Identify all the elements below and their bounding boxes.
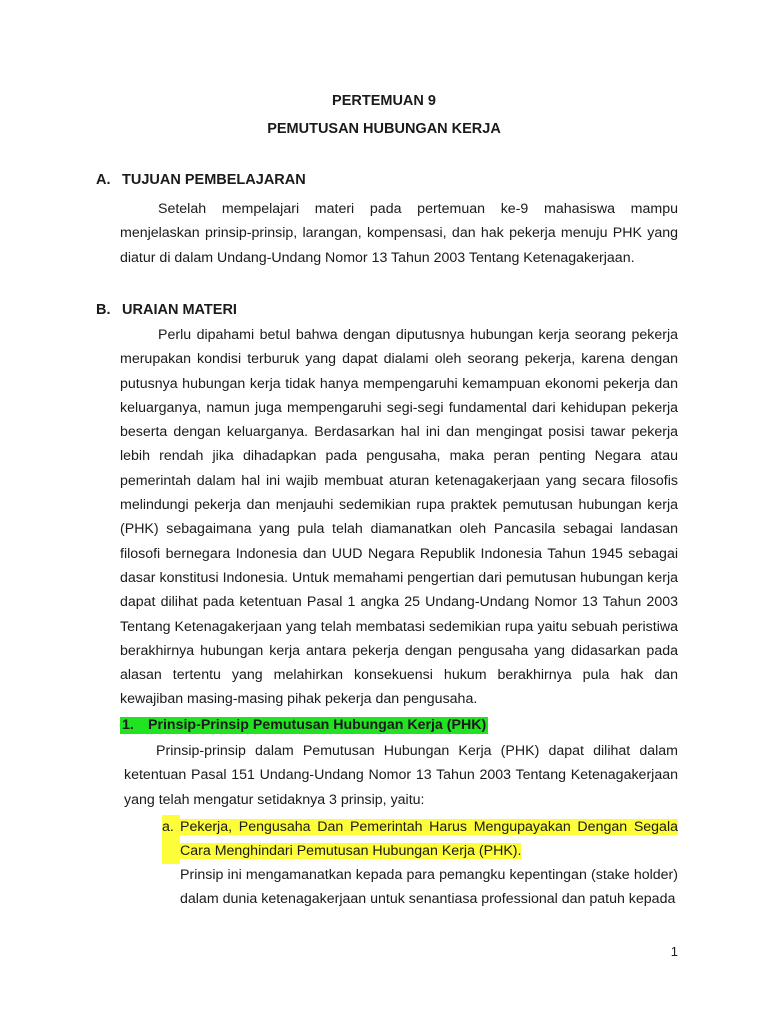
document-title-line2: PEMUTUSAN HUBUNGAN KERJA: [267, 121, 501, 137]
section-b-body: Perlu dipahami betul bahwa dengan diputusnya hubungan kerja seorang pekerja merupakan kondisi terburuk yang dapat dialami oleh seorang pekerja, karena dengan putusnya hubungan kerja tidak hanya mempengaruhi kemampuan ekonomi pekerja dan keluarganya, namun juga mempengaruhi segi-segi fundamental dari kehidupan pekerja beserta dengan keluarganya. Berdasarkan hal ini dan mengingat posisi tawar pekerja lebih rendah jika dihadapkan pada pengusaha, maka peran penting Negara atau pemerintah dalam hal ini wajib membuat aturan ketenagakerjaan yang secara filosofis melindungi pekerja dan menjauhi sedemikian rupa praktek pemutusan hubungan kerja (PHK) sebagaimana yang pula telah diamanatkan oleh Pancasila sebagai landasan filosofi bernegara Indonesia dan UUD Negara Republik Indonesia Tahun 1945 sebagai dasar konstitusi Indonesia. Untuk memahami pengertian dari pemutusan hubungan kerja dapat dilihat pada ketentuan Pasal 1 angka 25 Undang-Undang Nomor 13 Tahun 2003 Tentang Ketenagakerjaan yang telah membatasi sedemikian rupa yaitu sebuah peristiwa berakhirnya hubungan kerja antara pekerja dengan pengusaha yang didasarkan pada alasan tertentu yang melahirkan konsekuensi hukum berakhirnya pula hak dan kewajiban masing-masing pihak pekerja dan pengusaha.: [120, 327, 678, 708]
section-b-label: B.: [96, 302, 111, 318]
subsection-1-highlight: [120, 717, 488, 734]
section-b-title: URAIAN MATERI: [122, 302, 237, 318]
section-a-body: Setelah mempelajari materi pada pertemuan ke-9 mahasiswa mampu menjelaskan prinsip-prinsip, larangan, kompensasi, dan hak pekerja menuju PHK yang diatur di dalam Undang-Undang Nomor 13 Tahun 2003 Tentang Ketenagakerjaan.: [120, 201, 678, 266]
section-a-paragraph: [120, 197, 678, 270]
item-a-body: Prinsip ini mengamanatkan kepada para pemangku kepentingan (stake holder) dalam dunia ketenagakerjaan untuk senantiasa professional dan patuh kepada: [180, 867, 678, 908]
item-a-title-wrap: [180, 815, 678, 864]
document-title-line1: PERTEMUAN 9: [332, 93, 436, 109]
subsection-1-heading: [120, 717, 488, 733]
subsection-1-title: Prinsip-Prinsip Pemutusan Hubungan Kerja (PHK): [148, 717, 487, 733]
item-a-title: Pekerja, Pengusaha Dan Pemerintah Harus Mengupayakan Dengan Segala Cara Menghindari Pemutusan Hubungan Kerja (PHK).: [180, 819, 678, 860]
section-b-heading: [96, 302, 237, 318]
item-a-label: a.: [162, 815, 180, 864]
subsection-1-body: Prinsip-prinsip dalam Pemutusan Hubungan Kerja (PHK) dapat dilihat dalam ketentuan Pasal 151 Undang-Undang Nomor 13 Tahun 2003 Tentang Ketenagakerjaan yang telah mengatur setidaknya 3 prinsip, yaitu:: [124, 743, 678, 808]
subsection-1-label: 1.: [122, 717, 134, 733]
section-a-label: A.: [96, 172, 111, 188]
section-b-paragraph: [120, 323, 678, 712]
section-a-heading: [96, 172, 306, 188]
subsection-1-paragraph: [124, 739, 678, 812]
item-a-paragraph: [180, 863, 678, 912]
section-a-title: TUJUAN PEMBELAJARAN: [122, 172, 306, 188]
item-a-heading: [162, 815, 678, 864]
page-number: 1: [670, 944, 678, 959]
